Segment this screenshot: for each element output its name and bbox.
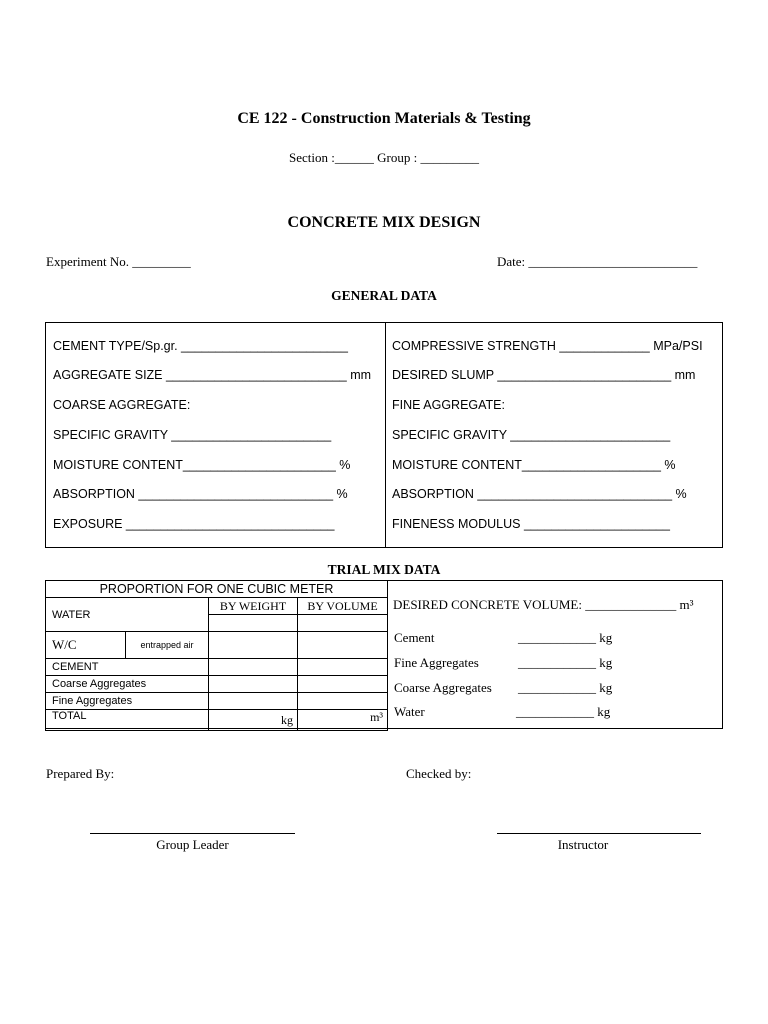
total-row-label: TOTAL [46, 710, 209, 731]
experiment-no-field: Experiment No. _________ [46, 254, 191, 269]
water-label: WATER [46, 598, 209, 632]
wc-weight-cell [209, 632, 298, 659]
total-kg-unit: kg [209, 710, 298, 731]
coarse-moisture-content-field: MOISTURE CONTENT______________________ % [53, 458, 351, 472]
cement-material-line: ____________ kg [518, 630, 613, 645]
general-data-divider [385, 323, 386, 547]
fine-volume-cell [298, 693, 388, 710]
by-weight-header: BY WEIGHT [209, 598, 298, 615]
trial-mix-title: TRIAL MIX DATA [327, 562, 441, 577]
coarse-material-line: ____________ kg [518, 680, 613, 695]
wc-volume-cell [298, 632, 388, 659]
coarse-weight-cell [209, 676, 298, 693]
group-leader-label: Group Leader [156, 837, 229, 852]
coarse-specific-gravity-field: SPECIFIC GRAVITY _______________________ [53, 428, 332, 442]
cement-weight-cell [209, 659, 298, 676]
water-material-label: Water [394, 704, 425, 719]
by-volume-header: BY VOLUME [298, 598, 388, 615]
date-field: Date: __________________________ [497, 254, 698, 269]
coarse-material-label: Coarse Aggregates [394, 680, 492, 695]
water-material-line: ____________ kg [516, 704, 611, 719]
cement-volume-cell [298, 659, 388, 676]
coarse-absorption-field: ABSORPTION ____________________________ % [53, 487, 348, 501]
general-data-title: GENERAL DATA [331, 288, 437, 303]
desired-slump-field: DESIRED SLUMP _________________________ mm [392, 368, 696, 382]
course-title: CE 122 - Construction Materials & Testing [237, 110, 531, 127]
fine-row-label: Fine Aggregates [46, 693, 209, 710]
entrapped-air-label: entrapped air [126, 632, 209, 659]
fine-specific-gravity-field: SPECIFIC GRAVITY _______________________ [392, 428, 671, 442]
exposure-field: EXPOSURE ______________________________ [53, 517, 335, 531]
fine-aggregate-label: FINE AGGREGATE: [392, 398, 505, 412]
wc-label: W/C [46, 632, 126, 659]
coarse-aggregate-label: COARSE AGGREGATE: [53, 398, 191, 412]
aggregate-size-field: AGGREGATE SIZE __________________________ mm [53, 368, 372, 382]
prepared-by-label: Prepared By: [46, 766, 115, 781]
cement-type-field: CEMENT TYPE/Sp.gr. ________________________ [53, 339, 348, 353]
proportion-table [45, 580, 388, 731]
fine-material-label: Fine Aggregates [394, 655, 479, 670]
cement-material-label: Cement [394, 630, 435, 645]
coarse-volume-cell [298, 676, 388, 693]
coarse-row-label: Coarse Aggregates [46, 676, 209, 693]
water-volume-cell [298, 615, 388, 632]
form-title: CONCRETE MIX DESIGN [287, 214, 481, 231]
total-m3-unit: m³ [298, 710, 388, 731]
instructor-signature-line [497, 833, 701, 834]
cement-row-label: CEMENT [46, 659, 209, 676]
fine-moisture-content-field: MOISTURE CONTENT____________________ % [392, 458, 676, 472]
general-data-box [45, 322, 723, 548]
section-group-line: Section :______ Group : _________ [289, 150, 479, 165]
water-weight-cell [209, 615, 298, 632]
instructor-label: Instructor [557, 837, 609, 852]
desired-concrete-volume-field: DESIRED CONCRETE VOLUME: ______________ m³ [393, 597, 694, 612]
group-leader-signature-line [90, 833, 295, 834]
fine-material-line: ____________ kg [518, 655, 613, 670]
checked-by-label: Checked by: [406, 766, 472, 781]
proportion-header: PROPORTION FOR ONE CUBIC METER [46, 581, 388, 598]
fineness-modulus-field: FINENESS MODULUS _____________________ [392, 517, 670, 531]
fine-weight-cell [209, 693, 298, 710]
fine-absorption-field: ABSORPTION ____________________________ % [392, 487, 687, 501]
compressive-strength-field: COMPRESSIVE STRENGTH _____________ MPa/PSI [392, 339, 703, 353]
